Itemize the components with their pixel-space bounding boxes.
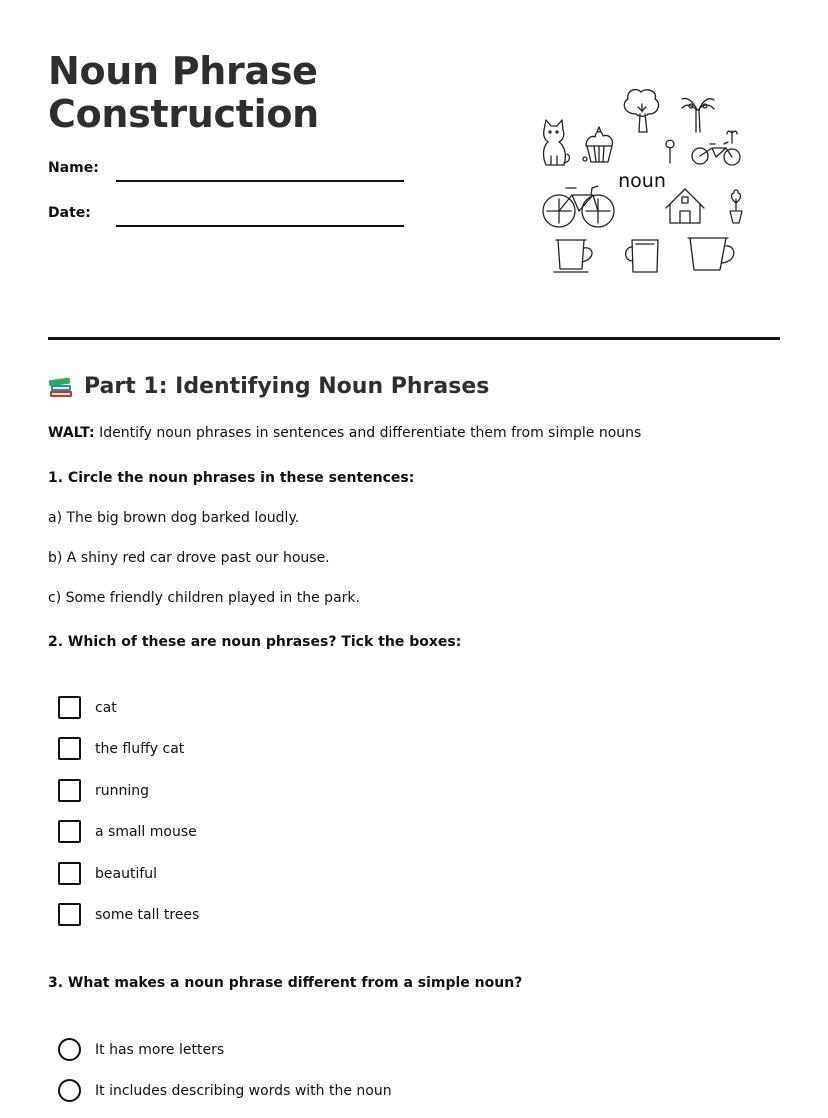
- checkbox-option-cat[interactable]: [58, 696, 117, 719]
- question-2-prompt: 2. Which of these are noun phrases? Tick the boxes:: [48, 634, 462, 650]
- checkbox-option-a-small-mouse[interactable]: [58, 820, 197, 843]
- part1-heading: [48, 374, 489, 399]
- checkbox[interactable]: [58, 862, 81, 885]
- date-field[interactable]: [116, 225, 404, 227]
- checkbox[interactable]: [58, 903, 81, 926]
- radio-button[interactable]: [58, 1079, 81, 1102]
- sentence-c: c) Some friendly children played in the park.: [48, 590, 360, 606]
- radio-option-more-letters[interactable]: [58, 1038, 225, 1061]
- name-label: Name:: [48, 160, 99, 176]
- name-field[interactable]: [116, 180, 404, 182]
- question-3-prompt: 3. What makes a noun phrase different from a simple noun?: [48, 975, 523, 991]
- checkbox-option-some-tall-trees[interactable]: [58, 903, 200, 926]
- flower-pot-icon: [730, 190, 742, 223]
- section-divider: [48, 337, 780, 340]
- plant-icon: [666, 131, 737, 163]
- palm-icon: [682, 98, 714, 132]
- title-line-1: Noun Phrase: [48, 49, 318, 93]
- cup-icon: [554, 240, 592, 272]
- option-label: running: [95, 782, 150, 799]
- cat-icon: [544, 120, 570, 165]
- walt-label: WALT:: [48, 425, 95, 441]
- mug-icon: [626, 240, 658, 272]
- small-bicycle-icon: [692, 142, 740, 165]
- option-label: cat: [95, 699, 117, 716]
- checkbox-option-the-fluffy-cat[interactable]: [58, 737, 185, 760]
- cupcake-icon: [583, 127, 612, 162]
- checkbox-option-running[interactable]: [58, 779, 150, 802]
- checkbox[interactable]: [58, 696, 81, 719]
- noun-illustration: [536, 86, 748, 284]
- house-icon: [666, 189, 704, 223]
- checkbox-option-beautiful[interactable]: [58, 862, 158, 885]
- title-line-2: Construction: [48, 92, 319, 136]
- walt-statement: [48, 425, 641, 441]
- checkbox[interactable]: [58, 820, 81, 843]
- option-label: beautiful: [95, 865, 158, 882]
- option-label: a small mouse: [95, 823, 197, 840]
- illustration-caption: noun: [618, 170, 666, 192]
- question-1-prompt: 1. Circle the noun phrases in these sentences:: [48, 470, 415, 486]
- date-label: Date:: [48, 205, 91, 221]
- teacup-icon: [688, 238, 734, 270]
- sentence-b: b) A shiny red car drove past our house.: [48, 550, 330, 566]
- option-label: It has more letters: [95, 1041, 225, 1058]
- sentence-a: a) The big brown dog barked loudly.: [48, 510, 300, 526]
- radio-button[interactable]: [58, 1038, 81, 1061]
- books-icon: [48, 375, 74, 399]
- page-title: [48, 50, 319, 136]
- walt-text: Identify noun phrases in sentences and differentiate them from simple nouns: [94, 425, 642, 441]
- bicycle-icon: [543, 186, 614, 227]
- tree-icon: [624, 90, 658, 132]
- checkbox[interactable]: [58, 737, 81, 760]
- radio-option-describing-words[interactable]: [58, 1079, 392, 1102]
- checkbox[interactable]: [58, 779, 81, 802]
- option-label: the fluffy cat: [95, 740, 185, 757]
- option-label: some tall trees: [95, 906, 200, 923]
- option-label: It includes describing words with the noun: [95, 1082, 392, 1099]
- part1-heading-text: Part 1: Identifying Noun Phrases: [84, 374, 490, 399]
